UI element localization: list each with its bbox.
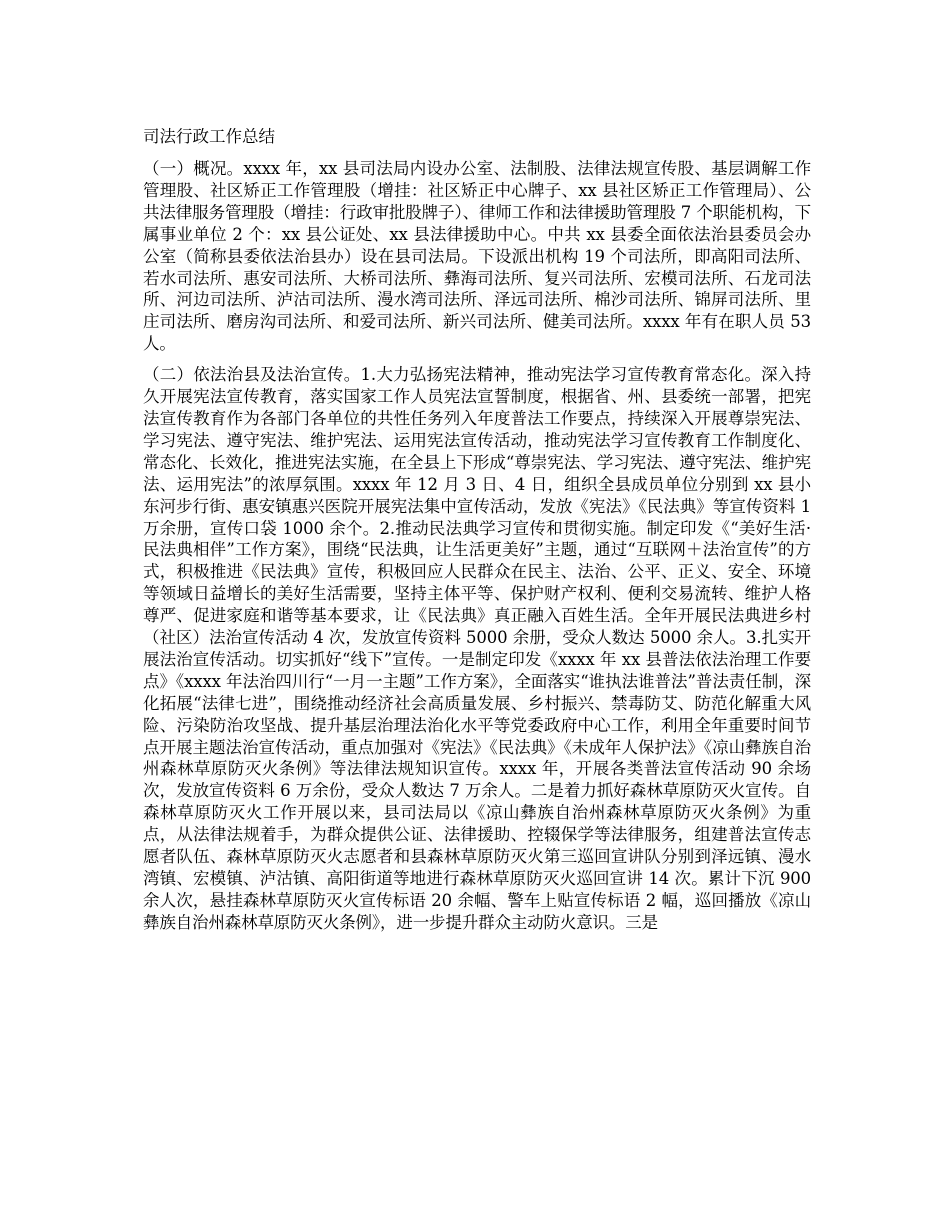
document-page — [143, 126, 811, 943]
document-title: 司法行政工作总结 — [143, 127, 275, 146]
paragraph-rule-of-law-publicity: （二）依法治县及法治宣传。1.大力弘扬宪法精神，推动宪法学习宣传教育常态化。深入持久开展宪法宣传教育，落实国家工作人员宪法宣誓制度，根据省、州、县委统一部署，把宪法宣传教育作为各部门各单位的共性任务列入年度普法工作要点，持续深入开展尊崇宪法、学习宪法、遵守宪法、维护宪法、运用宪法宣传活动，推动宪法学习宣传教育工作制度化、常态化、长效化，推进宪法实施，在全县上下形成“尊崇宪法、学习宪法、遵守宪法、维护宪法、运用宪法”的浓厚氛围。xxxx 年 12 月 3 日、4 日，组织全县成员单位分别到 xx 县小东河步行街、惠安镇惠兴医院开展宪法集中宣传活动，发放《宪法》《民法典》等宣传资料 1 万余册，宣传口袋 1000 余个。2.推动民法典学习宣传和贯彻实施。制定印发《“美好生活·民法典相伴”工作方案》，围绕“民法典，让生活更美好”主题，通过“互联网＋法治宣传”的方式，积极推进《民法典》宣传，积极回应人民群众在民主、法治、公平、正义、安全、环境等领域日益增长的美好生活需要，坚持主体平等、保护财产权利、便利交易流转、维护人格尊严、促进家庭和谐等基本要求，让《民法典》真正融入百姓生活。全年开展民法典进乡村（社区）法治宣传活动 4 次，发放宣传资料 5000 余册，受众人数达 5000 余人。3.扎实开展法治宣传活动。切实抓好“线下”宣传。一是制定印发《xxxx 年 xx 县普法依法治理工作要点》《xxxx 年法治四川行“一月一主题”工作方案》，全面落实“谁执法谁普法”普法责任制，深化拓展“法律七进”，围绕推动经济社会高质量发展、乡村振兴、禁毒防艾、防范化解重大风险、污染防治攻坚战、提升基层治理法治化水平等党委政府中心工作，利用全年重要时间节点开展主题法治宣传活动，重点加强对《宪法》《民法典》《未成年人保护法》《凉山彝族自治州森林草原防灭火条例》等法律法规知识宣传。xxxx 年，开展各类普法宣传活动 90 余场次，发放宣传资料 6 万余份，受众人数达 7 万余人。二是着力抓好森林草原防灭火宣传。自森林草原防灭火工作开展以来，县司法局以《凉山彝族自治州森林草原防灭火条例》为重点，从法律法规着手，为群众提供公证、法律援助、控辍保学等法律服务，组建普法宣传志愿者队伍、森林草原防灭火志愿者和县森林草原防灭火第三巡回宣讲队分别到泽远镇、漫水湾镇、宏模镇、泸沽镇、高阳街道等地进行森林草原防灭火巡回宣讲 14 次。累计下沉 900 余人次，悬挂森林草原防灭火宣传标语 20 余幅、警车上贴宣传标语 2 幅，巡回播放《凉山彝族自治州森林草原防灭火条例》，进一步提升群众主动防火意识。三是 — [143, 365, 811, 932]
paragraph-overview: （一）概况。xxxx 年，xx 县司法局内设办公室、法制股、法律法规宣传股、基层调解工作管理股、社区矫正工作管理股（增挂：社区矫正中心牌子、xx 县社区矫正工作管理局）、公共法律服务管理股（增挂：行政审批股牌子）、律师工作和法律援助管理股 7 个职能机构，下属事业单位 2 个：xx 县公证处、xx 县法律援助中心。中共 xx 县委全面依法治县委员会办公室（简称县委依法治县办）设在县司法局。下设派出机构 19 个司法所，即高阳司法所、若水司法所、惠安司法所、大桥司法所、彝海司法所、复兴司法所、宏模司法所、石龙司法所、河边司法所、泸沽司法所、漫水湾司法所、泽远司法所、棉沙司法所、锦屏司法所、里庄司法所、磨房沟司法所、和爱司法所、新兴司法所、健美司法所。xxxx 年有在职人员 53 人。 — [143, 159, 811, 354]
